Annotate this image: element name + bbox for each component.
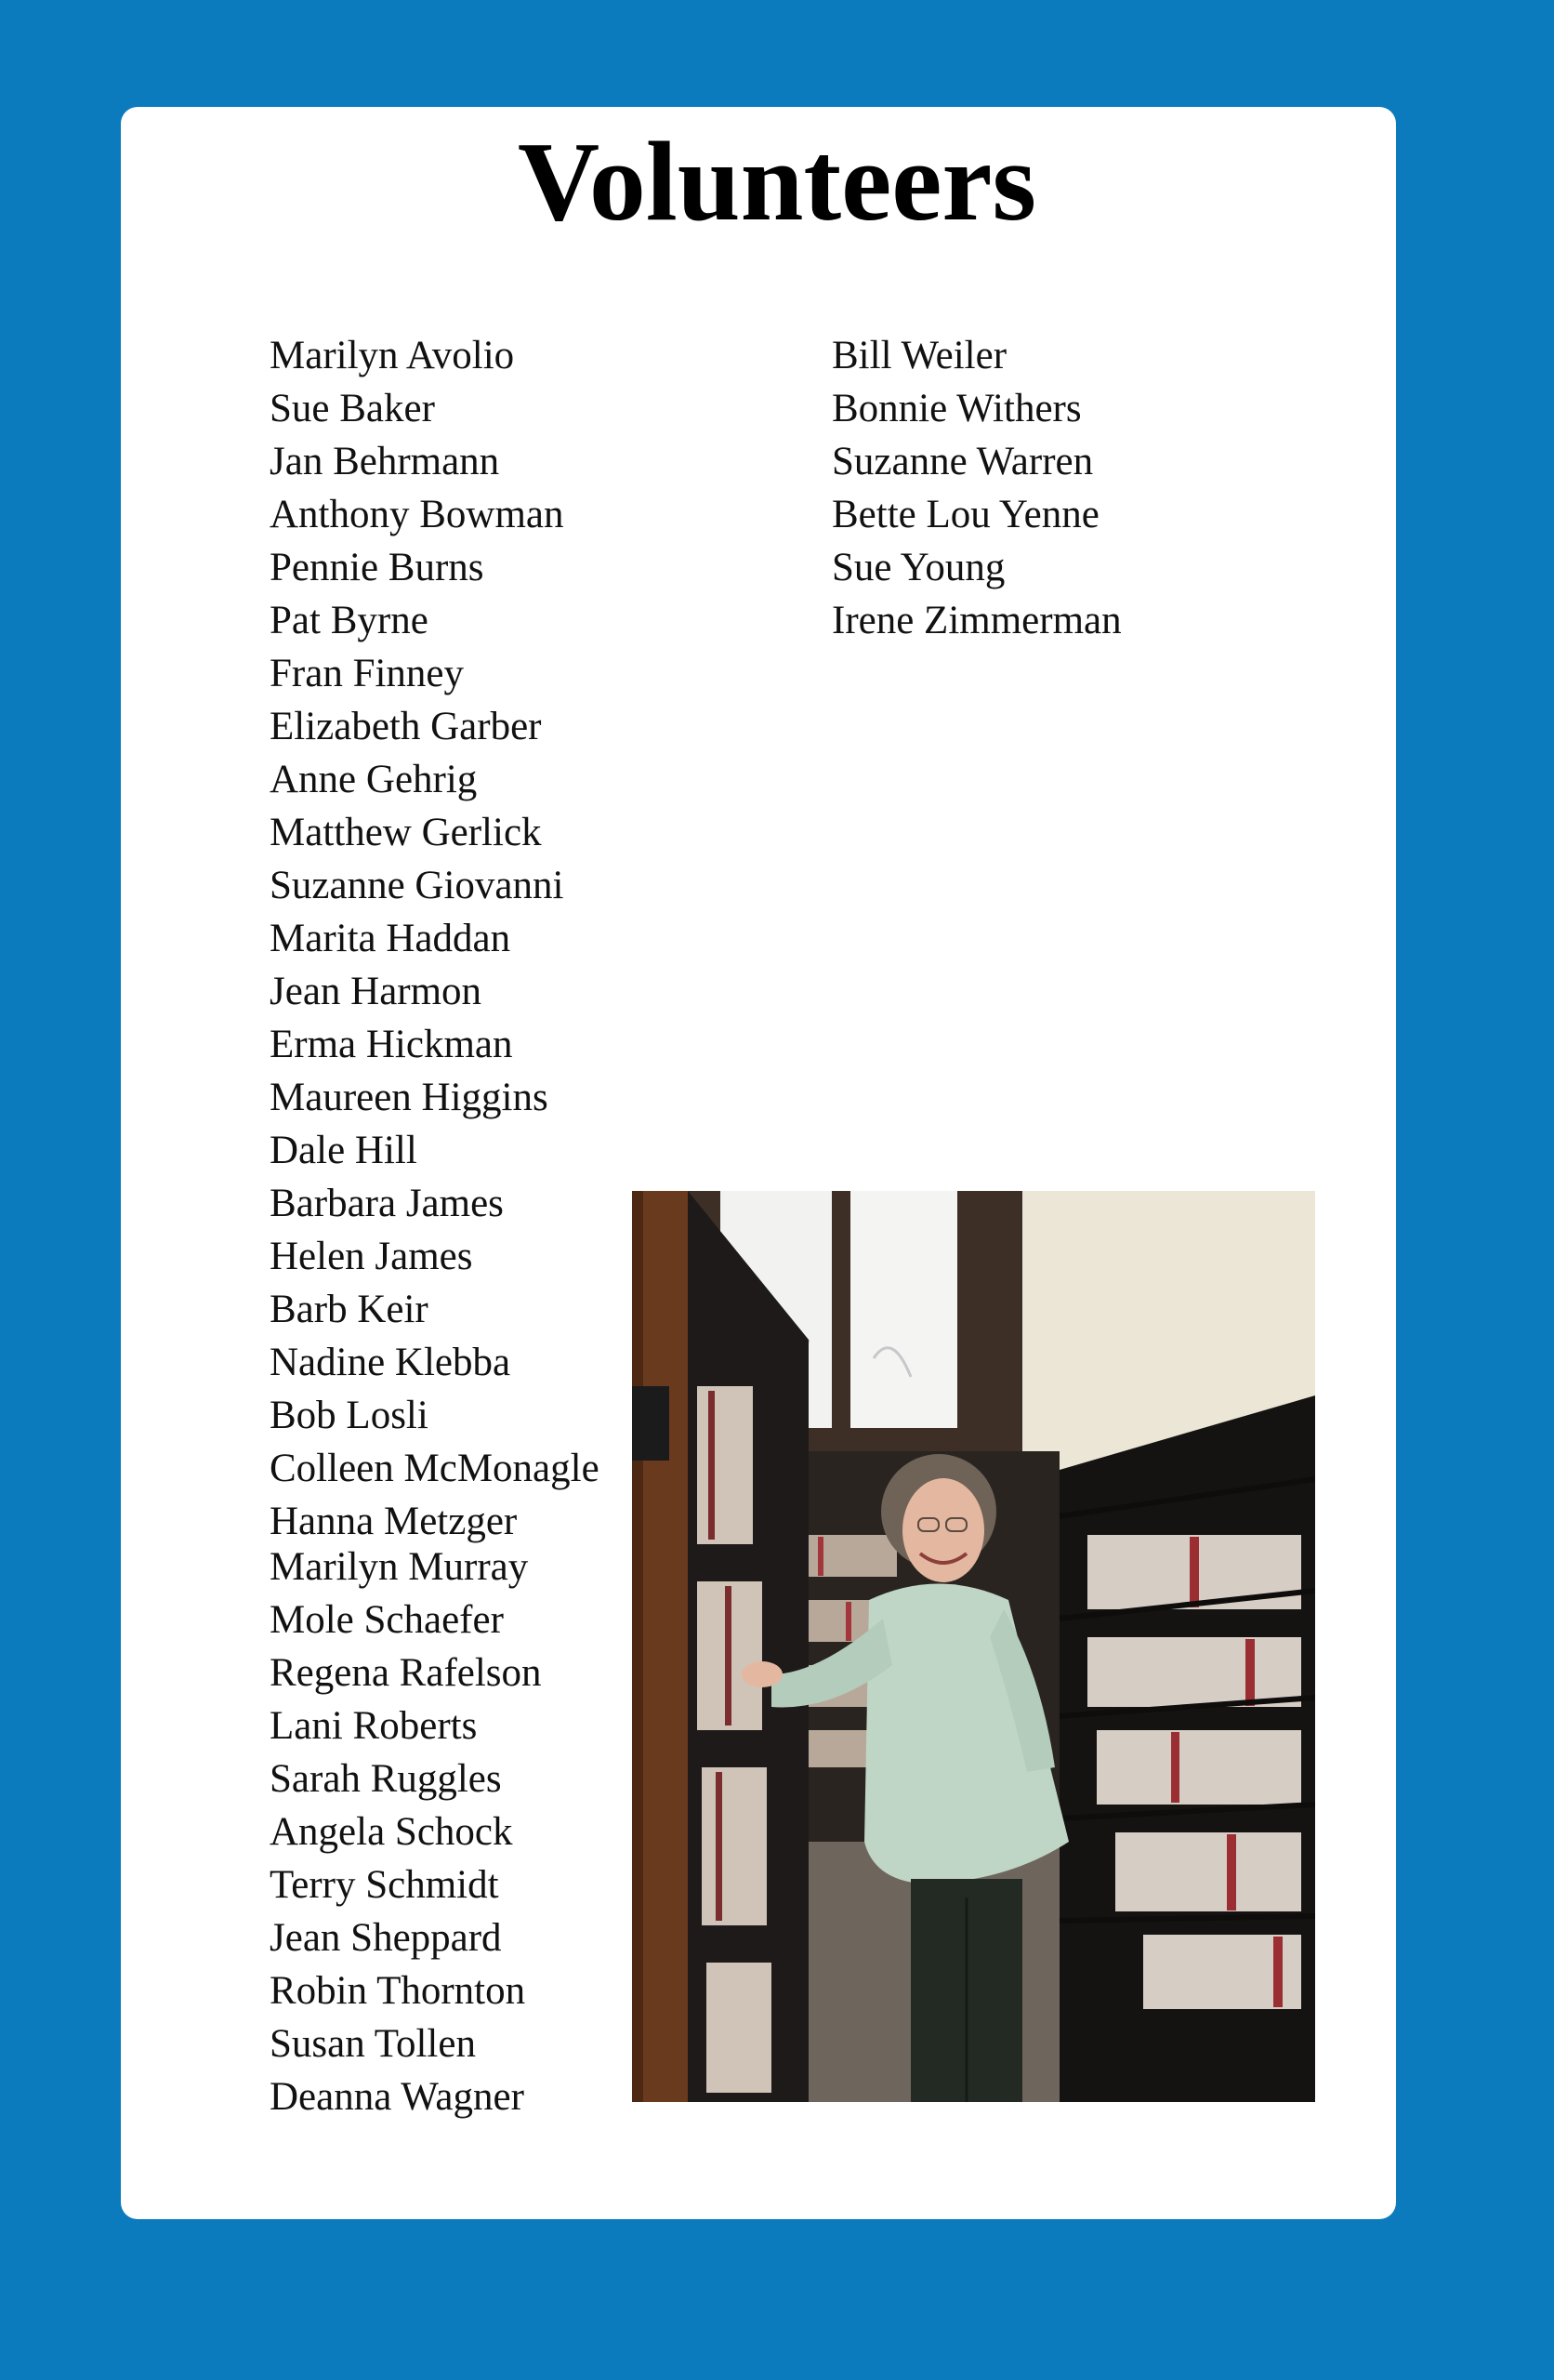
list-item: Terry Schmidt — [270, 1863, 499, 1907]
list-item: Suzanne Warren — [832, 440, 1094, 483]
list-item: Dale Hill — [270, 1129, 417, 1172]
list-item: Bette Lou Yenne — [832, 493, 1100, 536]
list-item: Marita Haddan — [270, 917, 511, 960]
list-item: Anne Gehrig — [270, 758, 478, 801]
list-item: Bill Weiler — [832, 334, 1007, 377]
page-title: Volunteers — [517, 119, 1037, 245]
list-item: Hanna Metzger — [270, 1500, 518, 1543]
list-item: Mole Schaefer — [270, 1598, 504, 1642]
list-item: Marilyn Avolio — [270, 334, 515, 377]
list-item: Barbara James — [270, 1182, 504, 1225]
list-item: Anthony Bowman — [270, 493, 564, 536]
list-item: Sue Young — [832, 546, 1006, 589]
list-item: Lani Roberts — [270, 1704, 478, 1748]
list-item: Regena Rafelson — [270, 1651, 542, 1695]
list-item: Susan Tollen — [270, 2022, 476, 2066]
list-item: Erma Hickman — [270, 1023, 513, 1066]
list-item: Jan Behrmann — [270, 440, 500, 483]
list-item: Nadine Klebba — [270, 1341, 511, 1384]
list-item: Pennie Burns — [270, 546, 484, 589]
list-item: Barb Keir — [270, 1288, 428, 1331]
list-item: Sue Baker — [270, 387, 435, 430]
list-item: Sarah Ruggles — [270, 1757, 502, 1801]
list-item: Elizabeth Garber — [270, 705, 542, 748]
list-item: Fran Finney — [270, 652, 465, 695]
list-item: Irene Zimmerman — [832, 599, 1122, 642]
list-item: Pat Byrne — [270, 599, 428, 642]
list-item: Jean Sheppard — [270, 1916, 502, 1960]
list-item: Helen James — [270, 1235, 473, 1278]
volunteer-list-right — [832, 329, 1122, 647]
list-item: Jean Harmon — [270, 970, 482, 1013]
volunteer-photo — [632, 1191, 1315, 2102]
list-item: Colleen McMonagle — [270, 1447, 599, 1490]
list-item: Matthew Gerlick — [270, 811, 542, 854]
list-item: Maureen Higgins — [270, 1076, 548, 1119]
list-item: Bob Losli — [270, 1394, 428, 1437]
list-item: Bonnie Withers — [832, 387, 1082, 430]
list-item: Marilyn Murray — [270, 1545, 529, 1589]
list-item: Angela Schock — [270, 1810, 513, 1854]
list-item: Deanna Wagner — [270, 2075, 524, 2119]
list-item: Robin Thornton — [270, 1969, 526, 2013]
volunteer-list-left — [270, 329, 599, 2123]
list-item: Suzanne Giovanni — [270, 864, 564, 907]
